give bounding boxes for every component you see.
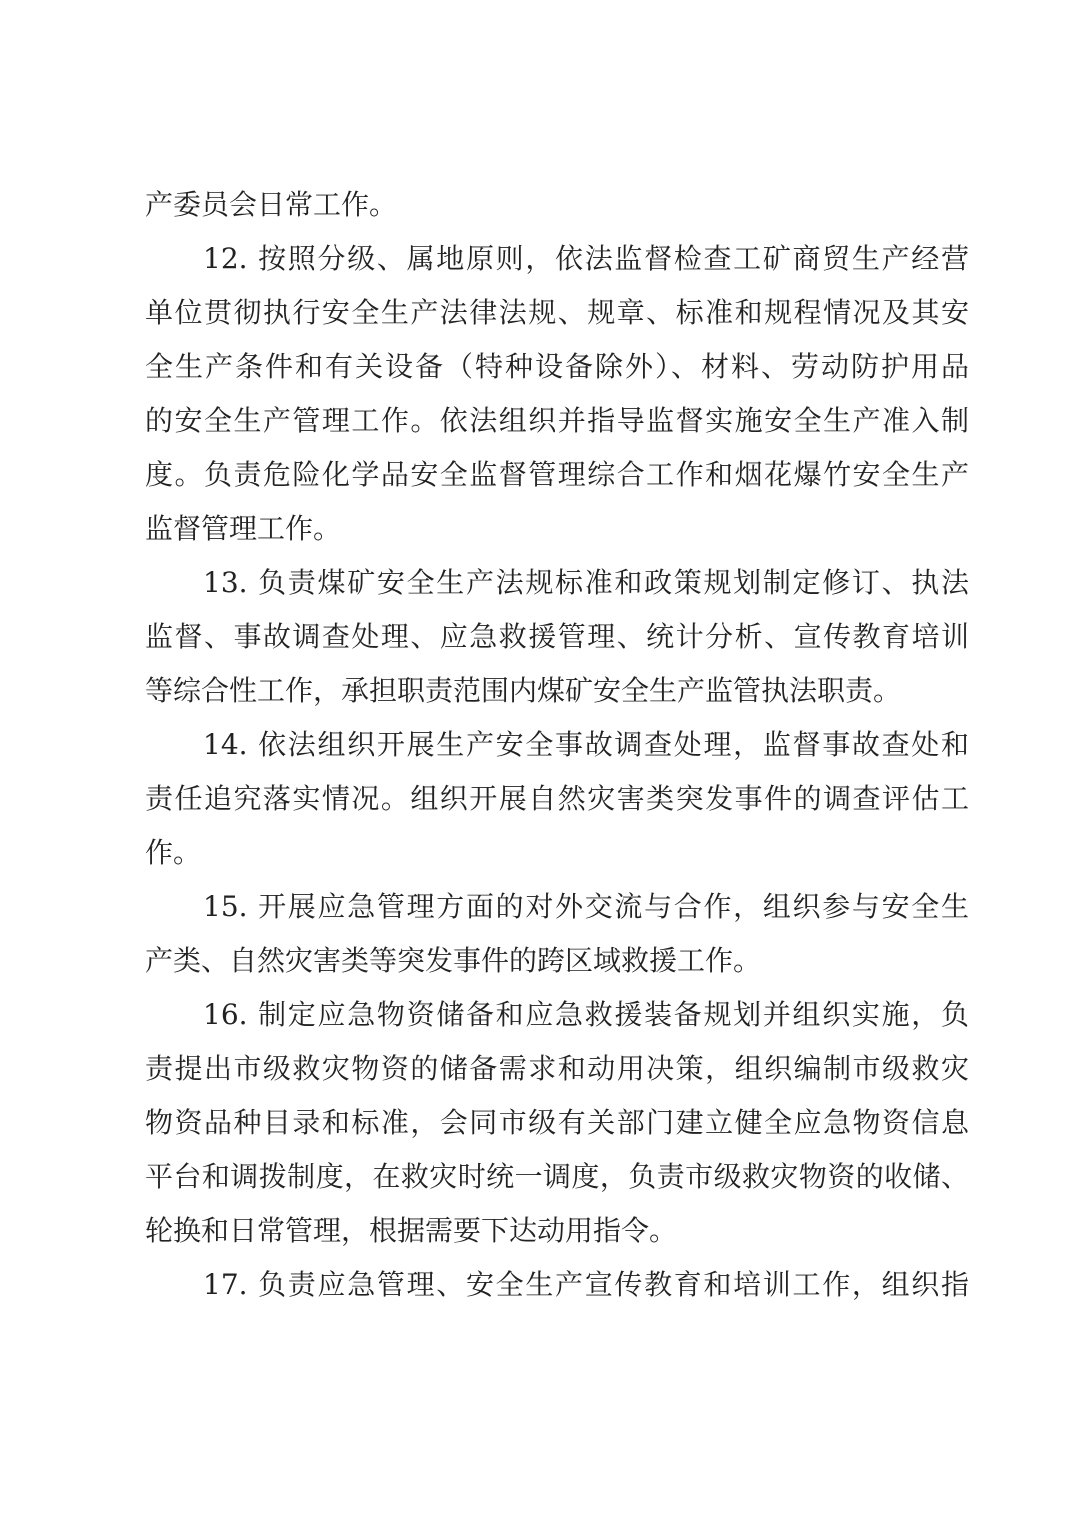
text-line: 作。 bbox=[145, 836, 202, 869]
text-line: 责提出市级救灾物资的储备需求和动用决策，组织编制市级救灾 bbox=[145, 1052, 969, 1085]
text-line: 监督、事故调查处理、应急救援管理、统计分析、宣传教育培训 bbox=[145, 620, 969, 653]
text-line: 的安全生产管理工作。依法组织并指导监督实施安全生产准入制 bbox=[145, 404, 969, 437]
text-line: 13. 负责煤矿安全生产法规标准和政策规划制定修订、执法 bbox=[203, 566, 969, 599]
text-line: 平台和调拨制度，在救灾时统一调度，负责市级救灾物资的收储、 bbox=[145, 1160, 969, 1193]
text-line: 12. 按照分级、属地原则，依法监督检查工矿商贸生产经营 bbox=[203, 242, 969, 275]
text-line: 责任追究落实情况。组织开展自然灾害类突发事件的调查评估工 bbox=[145, 782, 969, 815]
text-line: 14. 依法组织开展生产安全事故调查处理，监督事故查处和 bbox=[203, 728, 969, 761]
text-line: 16. 制定应急物资储备和应急救援装备规划并组织实施，负 bbox=[203, 998, 969, 1031]
text-line: 度。负责危险化学品安全监督管理综合工作和烟花爆竹安全生产 bbox=[145, 458, 969, 491]
text-line: 全生产条件和有关设备（特种设备除外）、材料、劳动防护用品 bbox=[145, 350, 969, 383]
text-line: 产委员会日常工作。 bbox=[145, 188, 398, 221]
document-text-block bbox=[145, 178, 969, 1312]
text-line: 单位贯彻执行安全生产法律法规、规章、标准和规程情况及其安 bbox=[145, 296, 969, 329]
text-line: 17. 负责应急管理、安全生产宣传教育和培训工作，组织指 bbox=[203, 1268, 969, 1301]
text-line: 轮换和日常管理，根据需要下达动用指令。 bbox=[145, 1214, 678, 1247]
text-line: 15. 开展应急管理方面的对外交流与合作，组织参与安全生 bbox=[203, 890, 969, 923]
text-line: 产类、自然灾害类等突发事件的跨区域救援工作。 bbox=[145, 944, 762, 977]
text-line: 等综合性工作，承担职责范围内煤矿安全生产监管执法职责。 bbox=[145, 674, 902, 707]
text-line: 物资品种目录和标准，会同市级有关部门建立健全应急物资信息 bbox=[145, 1106, 969, 1139]
text-line: 监督管理工作。 bbox=[145, 512, 342, 545]
